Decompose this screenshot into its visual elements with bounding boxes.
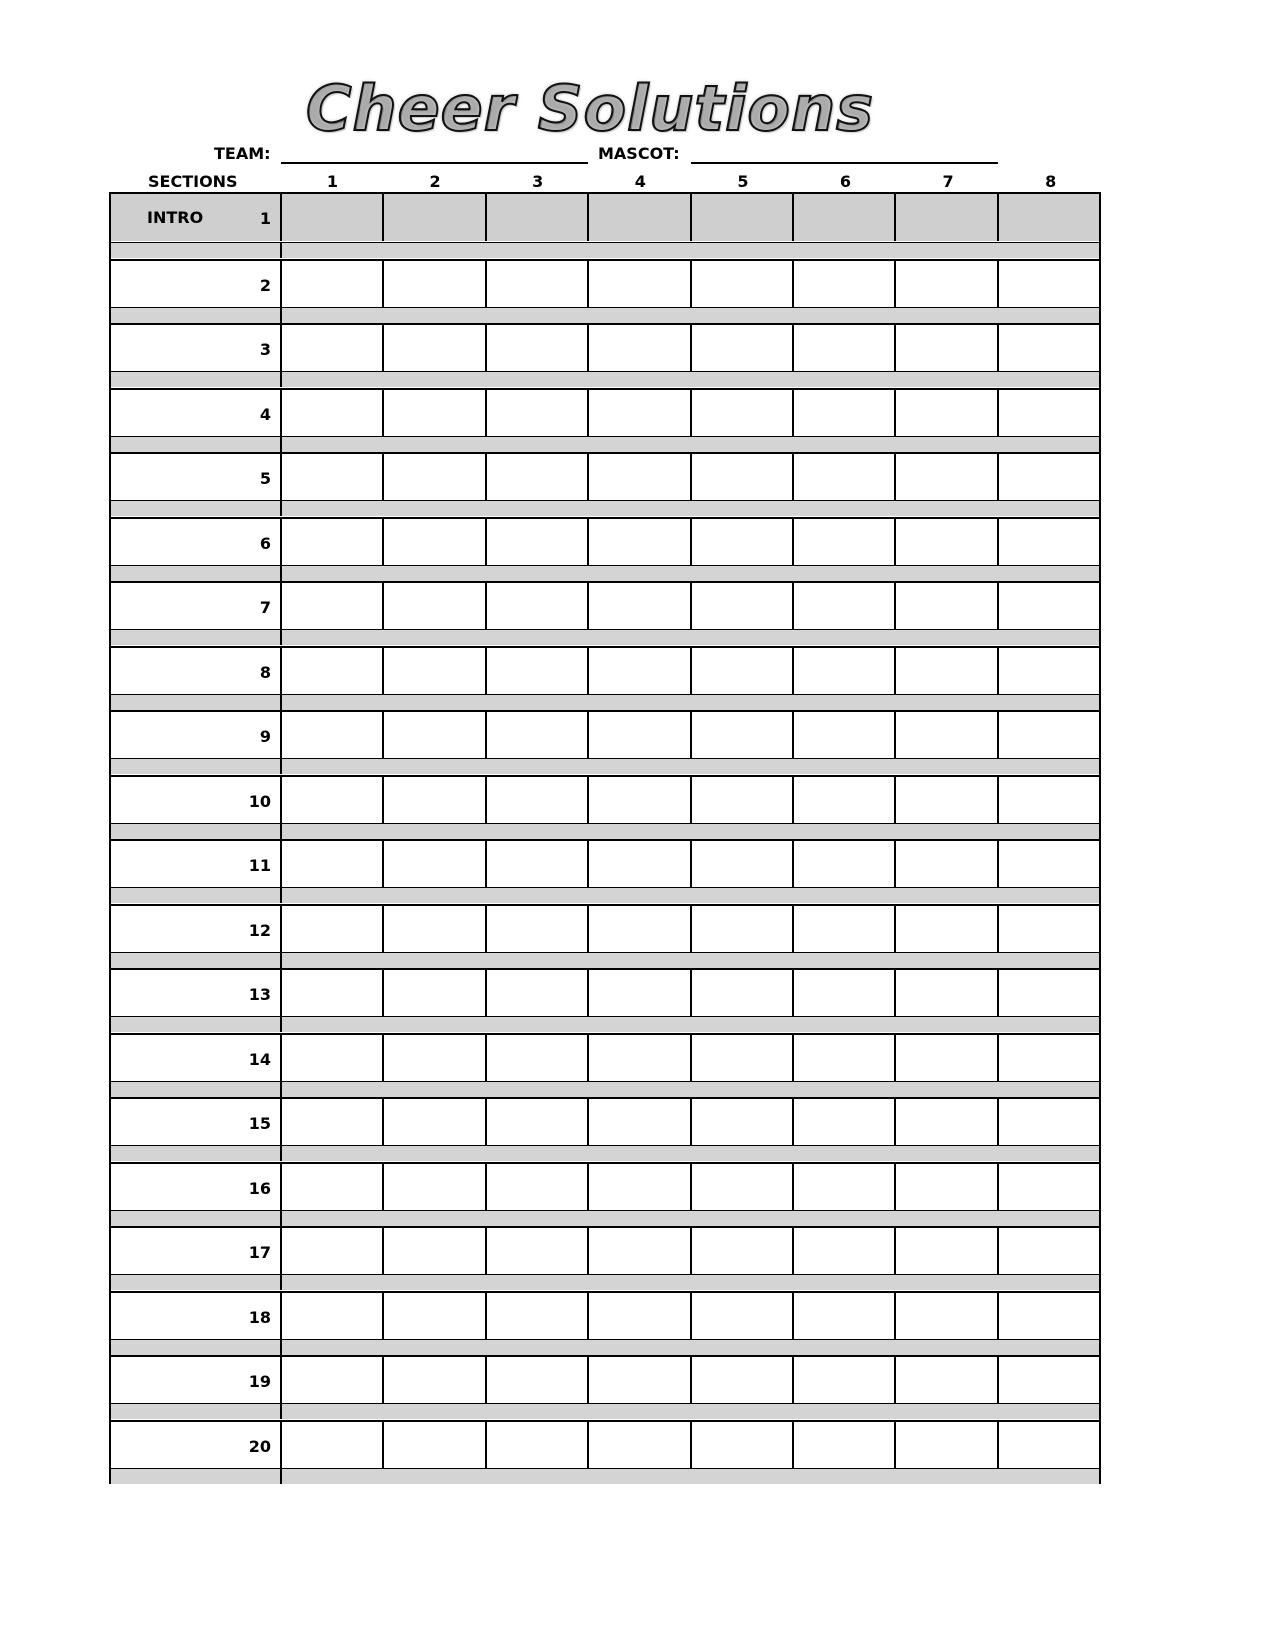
count-cell[interactable] <box>282 390 384 437</box>
count-cell[interactable] <box>999 194 1099 241</box>
count-cell[interactable] <box>282 1164 384 1211</box>
count-cell[interactable] <box>896 1293 998 1340</box>
count-cell[interactable] <box>384 1164 486 1211</box>
count-cell[interactable] <box>692 519 794 566</box>
column-header: 8 <box>1045 172 1057 191</box>
count-cell[interactable] <box>692 970 794 1017</box>
column-header: 6 <box>839 172 852 191</box>
section-number: 14 <box>248 1049 271 1069</box>
count-cell[interactable] <box>896 1099 998 1146</box>
count-cell[interactable] <box>589 454 691 501</box>
section-label <box>111 1099 282 1146</box>
count-cell[interactable] <box>896 1164 998 1211</box>
count-cell[interactable] <box>282 777 384 824</box>
count-cell[interactable] <box>896 390 998 437</box>
count-cell[interactable] <box>999 841 1099 888</box>
notes-strip[interactable] <box>111 565 1099 581</box>
mascot-label: MASCOT: <box>598 144 680 163</box>
count-cell[interactable] <box>487 1228 589 1275</box>
count-cell[interactable] <box>384 454 486 501</box>
count-cell[interactable] <box>589 519 691 566</box>
section-number: 12 <box>248 920 271 940</box>
count-cell[interactable] <box>999 325 1099 372</box>
count-cell[interactable] <box>794 1293 896 1340</box>
count-cell[interactable] <box>794 1164 896 1211</box>
count-cell[interactable] <box>589 325 691 372</box>
count-cell[interactable] <box>589 1035 691 1082</box>
section-label <box>111 1357 282 1404</box>
section-label <box>111 390 282 437</box>
count-cell[interactable] <box>999 583 1099 630</box>
count-cell[interactable] <box>487 261 589 308</box>
section-label <box>111 970 282 1017</box>
count-cell[interactable] <box>692 1293 794 1340</box>
count-cell[interactable] <box>794 1422 896 1469</box>
team-label: TEAM: <box>214 144 271 163</box>
notes-strip[interactable] <box>111 1274 1099 1290</box>
count-cell[interactable] <box>896 519 998 566</box>
count-cell[interactable] <box>589 390 691 437</box>
notes-strip[interactable] <box>111 500 1099 516</box>
count-cell[interactable] <box>487 906 589 953</box>
count-cell[interactable] <box>692 712 794 759</box>
section-number: 18 <box>248 1307 271 1327</box>
count-cell[interactable] <box>896 712 998 759</box>
count-cell[interactable] <box>487 583 589 630</box>
count-cell[interactable] <box>282 648 384 695</box>
count-cell[interactable] <box>487 1099 589 1146</box>
count-cell[interactable] <box>999 454 1099 501</box>
count-cell[interactable] <box>794 194 896 241</box>
count-cell[interactable] <box>589 261 691 308</box>
count-cell[interactable] <box>692 777 794 824</box>
count-cell[interactable] <box>794 1099 896 1146</box>
count-cell[interactable] <box>282 583 384 630</box>
count-cell[interactable] <box>896 841 998 888</box>
section-label <box>111 1035 282 1082</box>
count-cell[interactable] <box>999 712 1099 759</box>
section-number: 8 <box>259 662 271 682</box>
count-cell[interactable] <box>999 1035 1099 1082</box>
count-cell[interactable] <box>896 1422 998 1469</box>
count-cell[interactable] <box>384 1357 486 1404</box>
count-cell[interactable] <box>282 261 384 308</box>
section-label <box>111 1422 282 1469</box>
count-cell[interactable] <box>794 841 896 888</box>
column-header: 3 <box>532 172 544 191</box>
column-header: 4 <box>634 172 646 191</box>
count-cell[interactable] <box>282 194 384 241</box>
count-cell[interactable] <box>589 970 691 1017</box>
count-cell[interactable] <box>692 1422 794 1469</box>
count-cell[interactable] <box>487 519 589 566</box>
count-cell[interactable] <box>384 194 486 241</box>
section-number: 5 <box>259 469 271 488</box>
count-cell[interactable] <box>794 1228 896 1275</box>
count-cell[interactable] <box>896 454 998 501</box>
count-cell[interactable] <box>487 194 589 241</box>
count-cell[interactable] <box>794 712 896 759</box>
count-cell[interactable] <box>896 970 998 1017</box>
count-cell[interactable] <box>282 970 384 1017</box>
section-number: 10 <box>248 791 271 811</box>
count-cell[interactable] <box>692 325 794 372</box>
count-cell[interactable] <box>692 841 794 888</box>
count-cell[interactable] <box>589 583 691 630</box>
notes-strip[interactable] <box>111 242 1099 258</box>
count-cell[interactable] <box>384 970 486 1017</box>
count-cell[interactable] <box>384 712 486 759</box>
notes-strip[interactable] <box>111 952 1099 968</box>
count-cell[interactable] <box>487 712 589 759</box>
count-cell[interactable] <box>589 1293 691 1340</box>
count-cell[interactable] <box>487 970 589 1017</box>
mascot-field[interactable] <box>691 162 998 164</box>
count-cell[interactable] <box>692 1164 794 1211</box>
count-cell[interactable] <box>589 1228 691 1275</box>
section-label <box>111 906 282 953</box>
section-label <box>111 519 282 566</box>
count-cell[interactable] <box>282 519 384 566</box>
count-cell[interactable] <box>384 390 486 437</box>
count-cell[interactable] <box>589 1164 691 1211</box>
count-cell[interactable] <box>794 519 896 566</box>
section-name: INTRO <box>147 208 204 227</box>
count-cell[interactable] <box>384 519 486 566</box>
section-label <box>111 1293 282 1340</box>
notes-strip[interactable] <box>111 629 1099 645</box>
section-label <box>111 454 282 501</box>
count-cell[interactable] <box>794 777 896 824</box>
count-cell[interactable] <box>384 1228 486 1275</box>
count-cell[interactable] <box>282 1357 384 1404</box>
count-cell[interactable] <box>692 454 794 501</box>
count-cell[interactable] <box>384 648 486 695</box>
section-label <box>111 325 282 372</box>
section-label <box>111 777 282 824</box>
count-cell[interactable] <box>589 906 691 953</box>
count-cell[interactable] <box>692 261 794 308</box>
count-cell[interactable] <box>487 648 589 695</box>
count-cell[interactable] <box>692 194 794 241</box>
section-number: 1 <box>259 209 271 228</box>
notes-strip[interactable] <box>111 1145 1099 1161</box>
count-cell[interactable] <box>589 1357 691 1404</box>
sections-grid <box>109 192 1101 1484</box>
notes-strip[interactable] <box>111 1468 1099 1484</box>
section-number: 17 <box>248 1243 271 1262</box>
count-cell[interactable] <box>999 1228 1099 1275</box>
section-number: 9 <box>259 727 271 746</box>
count-cell[interactable] <box>896 777 998 824</box>
count-cell[interactable] <box>999 1357 1099 1404</box>
count-cell[interactable] <box>282 1228 384 1275</box>
count-cell[interactable] <box>487 1357 589 1404</box>
notes-strip[interactable] <box>111 436 1099 452</box>
notes-strip[interactable] <box>111 1339 1099 1355</box>
section-label <box>111 712 282 759</box>
section-number: 6 <box>259 533 271 553</box>
section-number: 19 <box>248 1372 271 1391</box>
count-cell[interactable] <box>896 325 998 372</box>
count-cell[interactable] <box>692 648 794 695</box>
section-label <box>111 1164 282 1211</box>
section-number: 2 <box>259 275 271 295</box>
notes-strip[interactable] <box>111 758 1099 774</box>
section-label <box>111 261 282 308</box>
count-cell[interactable] <box>487 390 589 437</box>
count-cell[interactable] <box>896 1228 998 1275</box>
count-cell[interactable] <box>282 1422 384 1469</box>
count-cell[interactable] <box>896 648 998 695</box>
count-cell[interactable] <box>282 1035 384 1082</box>
count-cell[interactable] <box>384 261 486 308</box>
count-cell[interactable] <box>999 1099 1099 1146</box>
count-cell[interactable] <box>999 519 1099 566</box>
notes-strip[interactable] <box>111 823 1099 839</box>
count-cell[interactable] <box>282 454 384 501</box>
count-cell[interactable] <box>384 906 486 953</box>
count-cell[interactable] <box>384 1422 486 1469</box>
count-cell[interactable] <box>692 390 794 437</box>
section-label <box>111 841 282 888</box>
count-cell[interactable] <box>896 261 998 308</box>
count-cell[interactable] <box>794 906 896 953</box>
count-cell[interactable] <box>999 261 1099 308</box>
count-cell[interactable] <box>384 841 486 888</box>
section-number: 16 <box>248 1178 271 1198</box>
section-number: 11 <box>248 856 271 875</box>
column-header: 1 <box>326 172 339 191</box>
count-cell[interactable] <box>896 1035 998 1082</box>
count-cell[interactable] <box>794 390 896 437</box>
section-label <box>111 1228 282 1275</box>
count-cell[interactable] <box>794 454 896 501</box>
count-cell[interactable] <box>384 777 486 824</box>
count-cell[interactable] <box>794 583 896 630</box>
column-header: 2 <box>429 172 441 191</box>
count-cell[interactable] <box>384 325 486 372</box>
count-cell[interactable] <box>282 906 384 953</box>
count-cell[interactable] <box>282 1293 384 1340</box>
section-label <box>111 194 282 241</box>
count-cell[interactable] <box>692 1035 794 1082</box>
count-cell[interactable] <box>692 1099 794 1146</box>
count-cell[interactable] <box>692 1228 794 1275</box>
count-cell[interactable] <box>896 906 998 953</box>
section-number: 15 <box>248 1114 271 1133</box>
section-number: 7 <box>259 598 271 617</box>
count-cell[interactable] <box>384 1035 486 1082</box>
notes-strip[interactable] <box>111 887 1099 903</box>
column-header: 5 <box>737 172 749 191</box>
section-number: 3 <box>259 340 271 359</box>
count-cell[interactable] <box>487 1422 589 1469</box>
count-cell[interactable] <box>999 648 1099 695</box>
notes-strip[interactable] <box>111 1403 1099 1419</box>
count-cell[interactable] <box>896 583 998 630</box>
count-cell[interactable] <box>384 1099 486 1146</box>
count-cell[interactable] <box>999 1293 1099 1340</box>
count-cell[interactable] <box>692 1357 794 1404</box>
count-cell[interactable] <box>794 261 896 308</box>
team-field[interactable] <box>281 162 588 164</box>
notes-strip[interactable] <box>111 1016 1099 1032</box>
count-cell[interactable] <box>794 1357 896 1404</box>
count-cell[interactable] <box>282 1099 384 1146</box>
notes-strip[interactable] <box>111 694 1099 710</box>
count-cell[interactable] <box>999 1164 1099 1211</box>
count-cell[interactable] <box>589 648 691 695</box>
section-label <box>111 648 282 695</box>
count-cell[interactable] <box>794 648 896 695</box>
count-cell[interactable] <box>999 1422 1099 1469</box>
count-cell[interactable] <box>589 777 691 824</box>
count-cell[interactable] <box>589 712 691 759</box>
count-cell[interactable] <box>384 1293 486 1340</box>
count-cell[interactable] <box>999 906 1099 953</box>
notes-strip[interactable] <box>111 1210 1099 1226</box>
count-cell[interactable] <box>487 1035 589 1082</box>
logo: Cheer Solutions <box>300 72 880 145</box>
section-number: 20 <box>248 1436 271 1456</box>
notes-strip[interactable] <box>111 1081 1099 1097</box>
section-number: 13 <box>248 985 271 1004</box>
count-cell[interactable] <box>282 712 384 759</box>
count-cell[interactable] <box>999 390 1099 437</box>
count-cell[interactable] <box>384 583 486 630</box>
count-cell[interactable] <box>692 906 794 953</box>
count-cell[interactable] <box>487 1164 589 1211</box>
count-cell[interactable] <box>487 1293 589 1340</box>
notes-strip[interactable] <box>111 371 1099 387</box>
count-cell[interactable] <box>896 194 998 241</box>
count-cell[interactable] <box>282 325 384 372</box>
count-cell[interactable] <box>487 454 589 501</box>
count-cell[interactable] <box>487 777 589 824</box>
count-cell[interactable] <box>487 841 589 888</box>
count-cell[interactable] <box>896 1357 998 1404</box>
section-label <box>111 583 282 630</box>
count-cell[interactable] <box>589 194 691 241</box>
count-cell[interactable] <box>589 1422 691 1469</box>
count-cell[interactable] <box>999 970 1099 1017</box>
count-cell[interactable] <box>589 1099 691 1146</box>
count-cell[interactable] <box>487 325 589 372</box>
count-cell[interactable] <box>282 841 384 888</box>
section-number: 4 <box>259 404 271 424</box>
sections-label: SECTIONS <box>148 172 238 191</box>
count-cell[interactable] <box>589 841 691 888</box>
column-header: 7 <box>942 172 954 191</box>
count-cell[interactable] <box>794 970 896 1017</box>
notes-strip[interactable] <box>111 307 1099 323</box>
count-cell[interactable] <box>692 583 794 630</box>
count-cell[interactable] <box>794 1035 896 1082</box>
count-cell[interactable] <box>794 325 896 372</box>
count-cell[interactable] <box>999 777 1099 824</box>
